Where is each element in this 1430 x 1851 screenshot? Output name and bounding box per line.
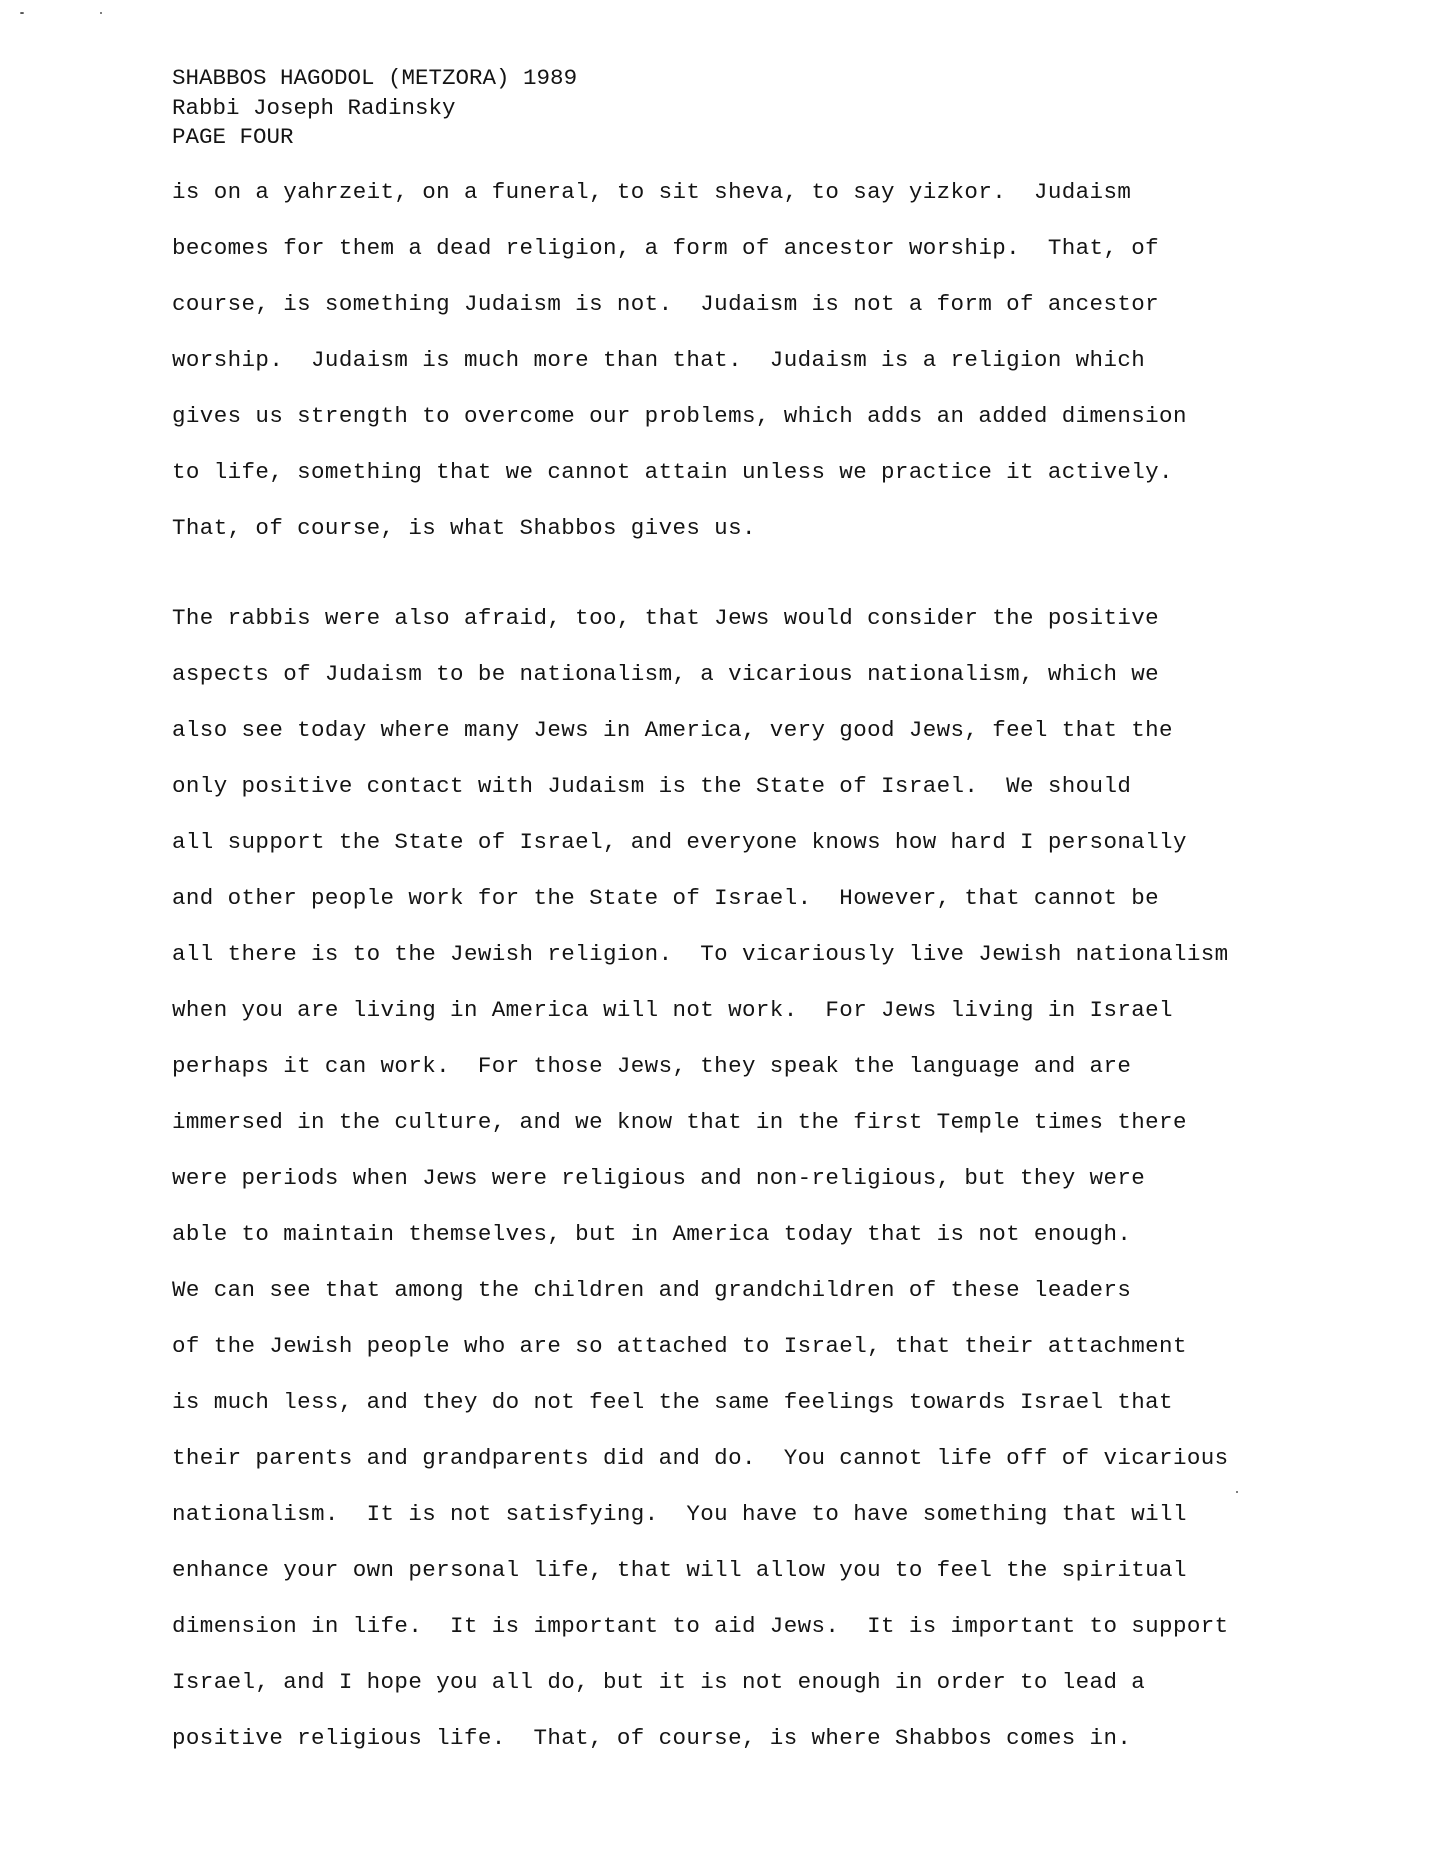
text-line: to life, something that we cannot attain unless we practice it actively. <box>172 459 1173 485</box>
text-line: when you are living in America will not work. For Jews living in Israel <box>172 997 1173 1023</box>
text-line: aspects of Judaism to be nationalism, a vicarious nationalism, which we <box>172 661 1160 687</box>
text-line: We can see that among the children and grandchildren of these leaders <box>172 1277 1132 1303</box>
text-line: is much less, and they do not feel the same feelings towards Israel that <box>172 1389 1173 1415</box>
text-line: nationalism. It is not satisfying. You have to have something that will <box>172 1501 1187 1527</box>
text-line: only positive contact with Judaism is the State of Israel. We should <box>172 773 1132 799</box>
page-label: PAGE FOUR <box>172 124 294 150</box>
text-line: That, of course, is what Shabbos gives us. <box>172 515 756 541</box>
text-line: perhaps it can work. For those Jews, they speak the language and are <box>172 1053 1132 1079</box>
scan-speck <box>100 12 102 14</box>
text-line: becomes for them a dead religion, a form of ancestor worship. That, of <box>172 235 1160 261</box>
text-line: enhance your own personal life, that will allow you to feel the spiritual <box>172 1557 1187 1583</box>
text-line: all support the State of Israel, and everyone knows how hard I personally <box>172 829 1187 855</box>
sermon-title: SHABBOS HAGODOL (METZORA) 1989 <box>172 65 578 91</box>
text-line: of the Jewish people who are so attached to Israel, that their attachment <box>172 1333 1187 1359</box>
scan-speck <box>20 12 24 14</box>
text-line: The rabbis were also afraid, too, that Jews would consider the positive <box>172 605 1160 631</box>
text-line: immersed in the culture, and we know that in the first Temple times there <box>172 1109 1187 1135</box>
text-line: course, is something Judaism is not. Judaism is not a form of ancestor <box>172 291 1160 317</box>
text-line: were periods when Jews were religious and non-religious, but they were <box>172 1165 1146 1191</box>
text-line: dimension in life. It is important to aid Jews. It is important to support <box>172 1613 1229 1639</box>
text-line: and other people work for the State of Israel. However, that cannot be <box>172 885 1160 911</box>
text-line: is on a yahrzeit, on a funeral, to sit sheva, to say yizkor. Judaism <box>172 179 1132 205</box>
text-line: their parents and grandparents did and do. You cannot life off of vicarious <box>172 1445 1229 1471</box>
text-line: also see today where many Jews in America, very good Jews, feel that the <box>172 717 1173 743</box>
paragraph-2 <box>172 590 1229 1766</box>
text-line: all there is to the Jewish religion. To vicariously live Jewish nationalism <box>172 941 1229 967</box>
document-header <box>172 64 577 153</box>
text-line: able to maintain themselves, but in America today that is not enough. <box>172 1221 1132 1247</box>
text-line: Israel, and I hope you all do, but it is not enough in order to lead a <box>172 1669 1146 1695</box>
text-line: worship. Judaism is much more than that. Judaism is a religion which <box>172 347 1146 373</box>
author-name: Rabbi Joseph Radinsky <box>172 94 456 121</box>
paragraph-1 <box>172 164 1187 556</box>
text-line: positive religious life. That, of course, is where Shabbos comes in. <box>172 1725 1132 1751</box>
scan-speck <box>1236 1491 1238 1493</box>
text-line: gives us strength to overcome our problems, which adds an added dimension <box>172 403 1187 429</box>
